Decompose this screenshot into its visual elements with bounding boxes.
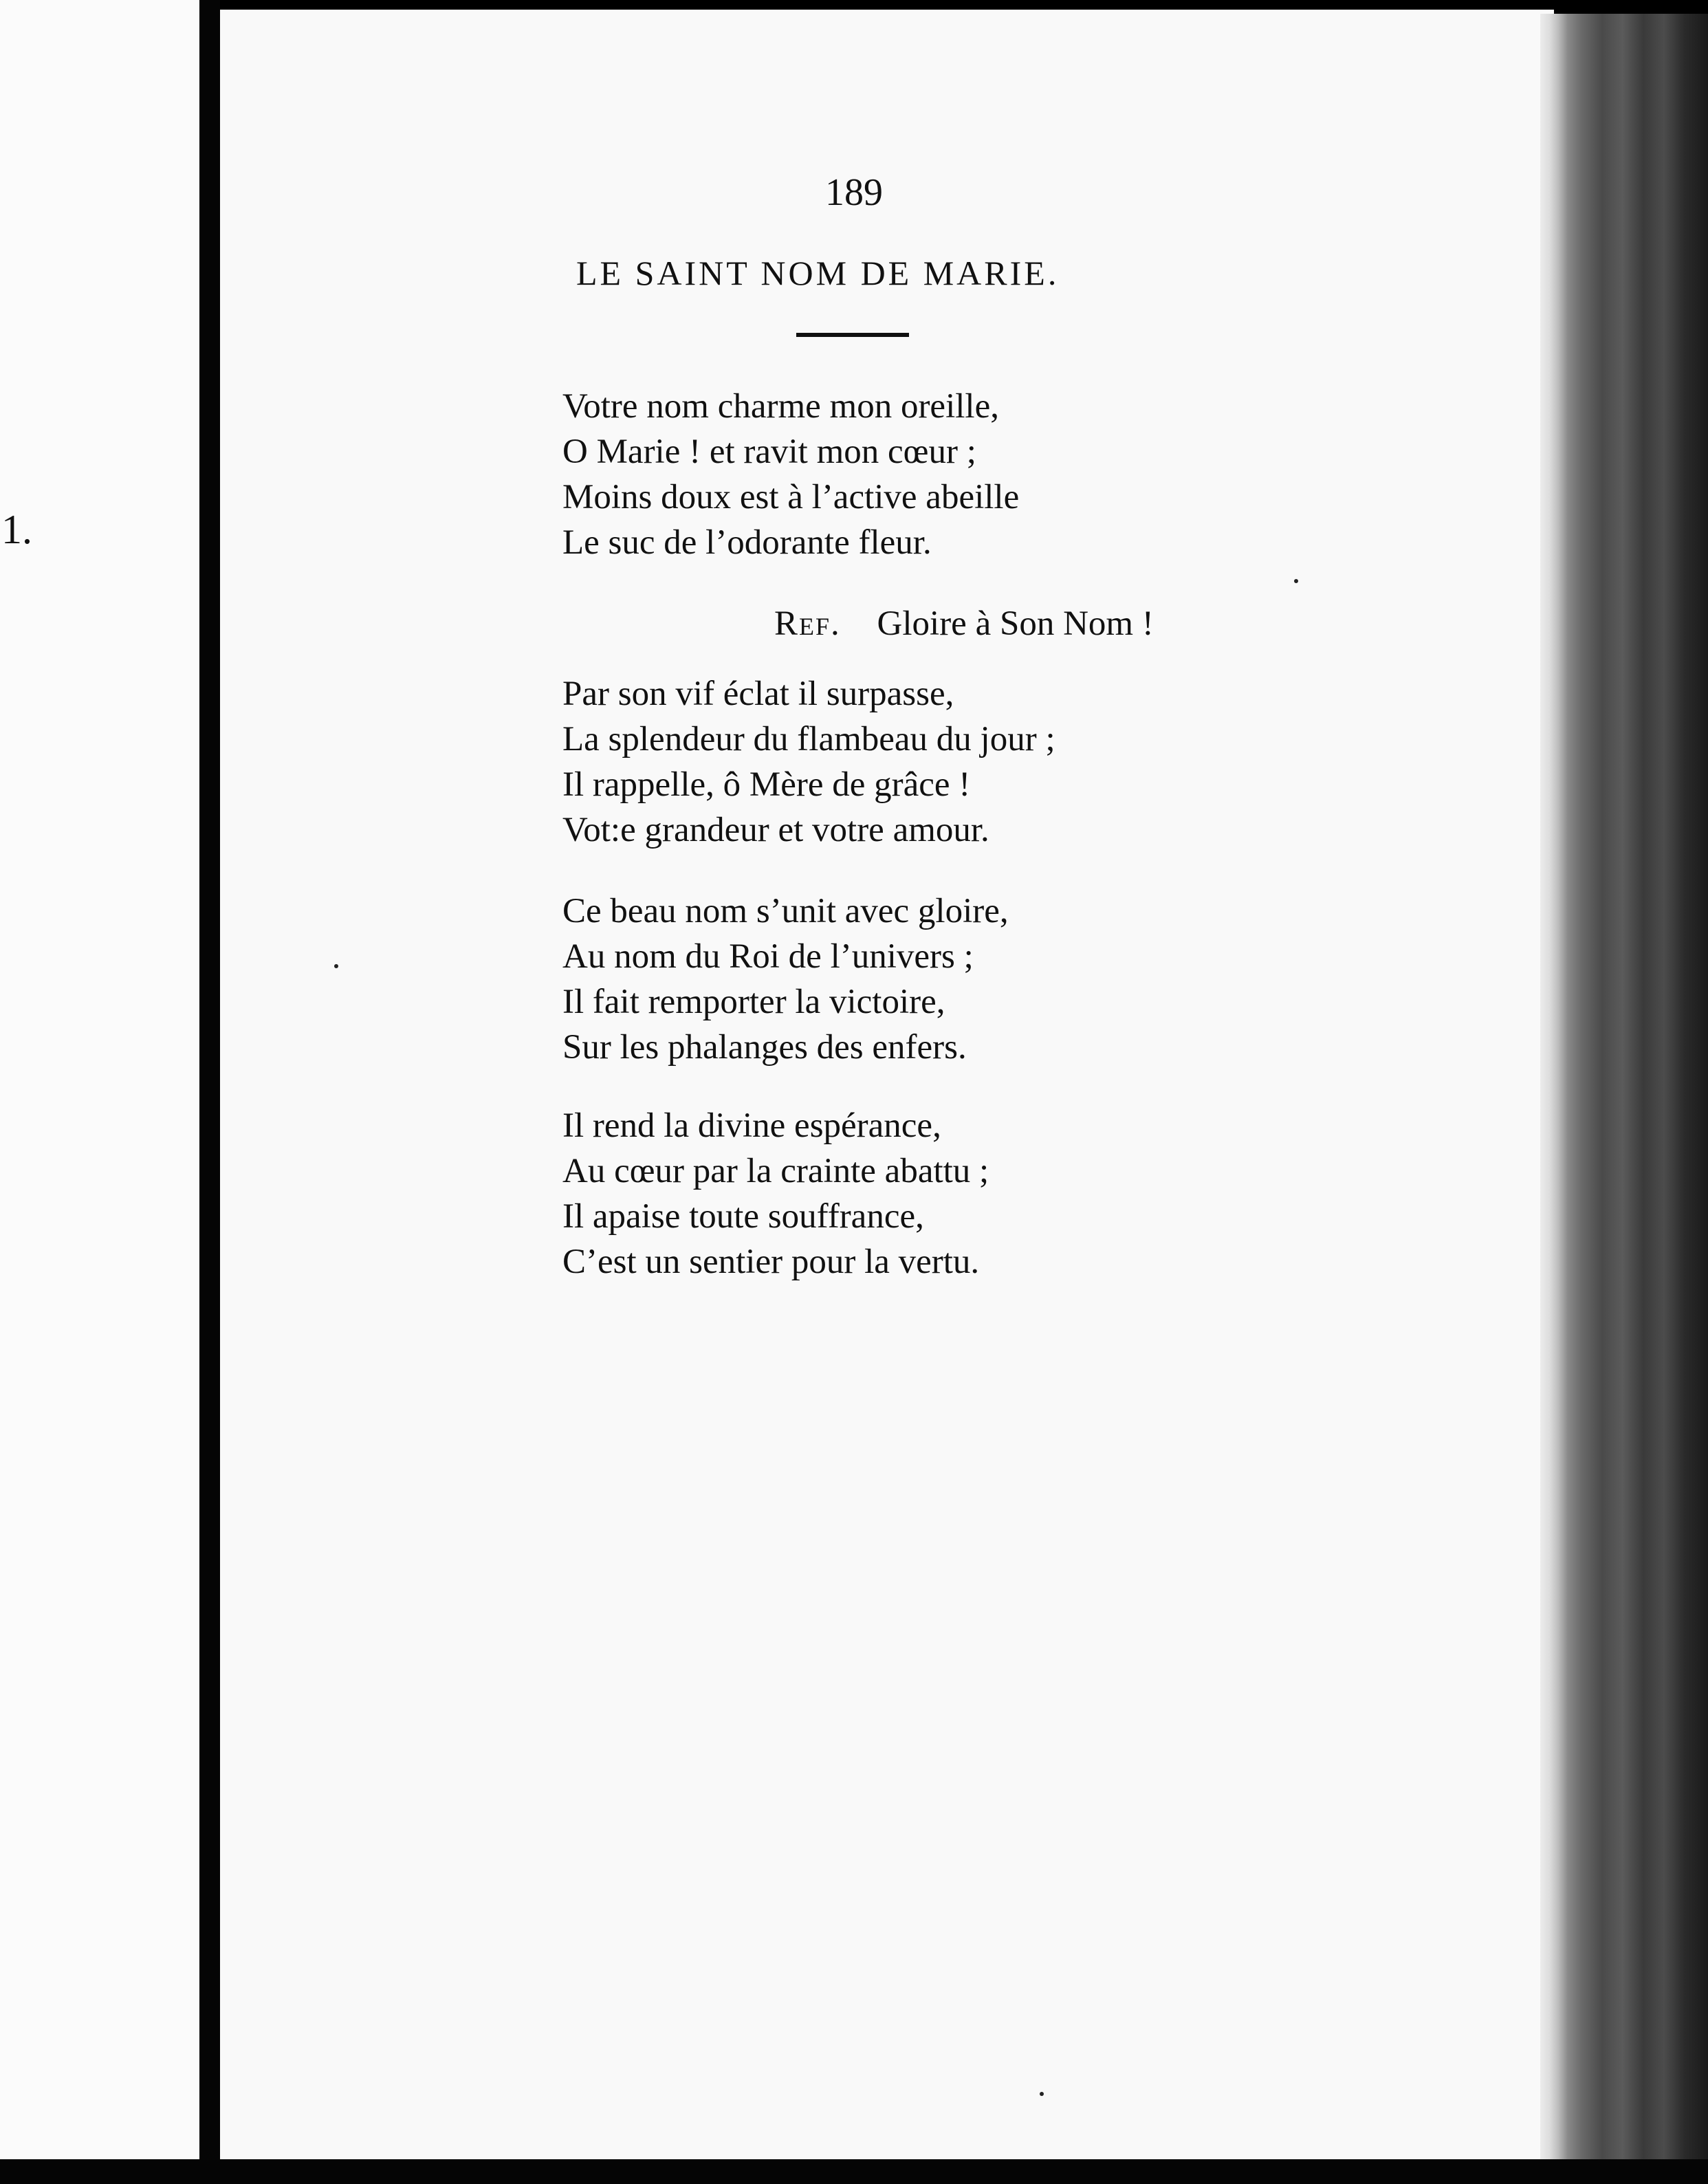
refrain	[774, 601, 1154, 646]
verse-line: Il fait remporter la victoire,	[562, 983, 945, 1021]
verse-line: Au cœur par la crainte abattu ;	[562, 1152, 989, 1190]
verse-line: Il rappelle, ô Mère de grâce !	[562, 765, 971, 804]
refrain-label: Ref.	[774, 604, 841, 643]
verse-line: Moins doux est à l’active abeille	[562, 478, 1020, 516]
stanza	[562, 888, 1009, 1070]
stanza	[562, 384, 1019, 565]
verse-line: Par son vif éclat il surpasse,	[562, 675, 954, 713]
verse-line: C’est un sentier pour la vertu.	[562, 1243, 980, 1281]
stanza	[562, 1103, 989, 1285]
verse-line: Votre nom charme mon oreille,	[562, 387, 999, 426]
verse-line: O Marie ! et ravit mon cœur ;	[562, 433, 976, 471]
verse-line: La splendeur du flambeau du jour ;	[562, 720, 1055, 758]
verse-line: Le suc de l’odorante fleur.	[562, 523, 932, 562]
verse-line: Il apaise toute souffrance,	[562, 1197, 924, 1236]
verse-line: Vot:e grandeur et votre amour.	[562, 811, 989, 849]
page-title: LE SAINT NOM DE MARIE.	[576, 254, 1060, 292]
refrain-text: Gloire à Son Nom !	[877, 604, 1154, 643]
verse-line: Ce beau nom s’unit avec gloire,	[562, 892, 1009, 930]
left-page-margin-mark: 1.	[1, 507, 32, 552]
verse-line: Sur les phalanges des enfers.	[562, 1028, 967, 1067]
verse-line: Au nom du Roi de l’univers ;	[562, 937, 974, 976]
title-divider	[796, 333, 909, 337]
page-number: 189	[825, 171, 883, 214]
verse-line: Il rend la divine espérance,	[562, 1106, 941, 1145]
stanza	[562, 671, 1055, 853]
